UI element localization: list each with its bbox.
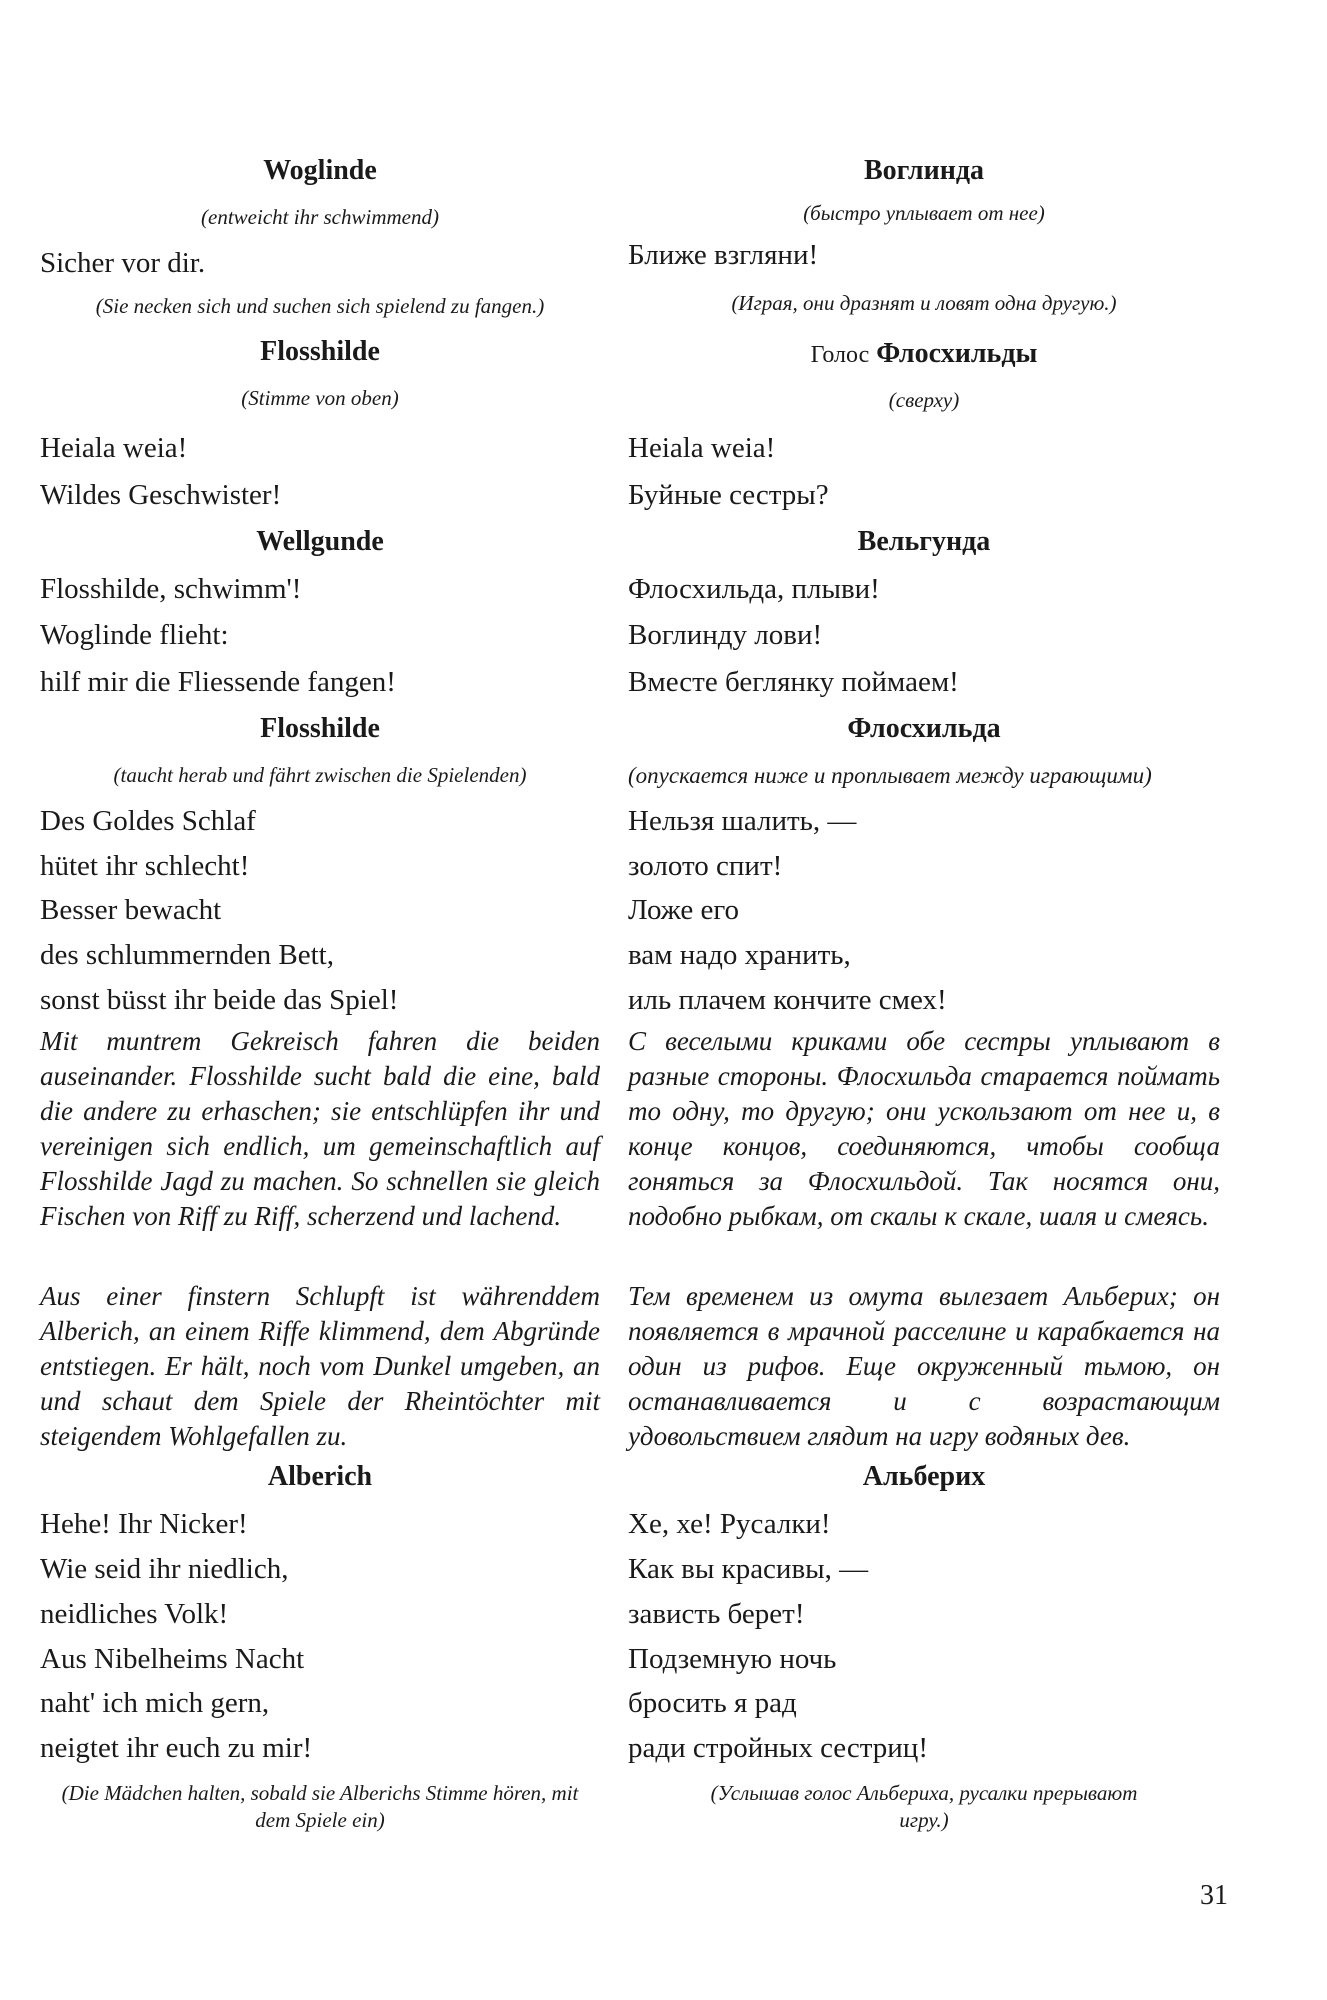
speaker-name-text: Флосхильды (876, 338, 1038, 369)
verse-line: Heiala weia! (40, 432, 188, 464)
speaker-name: Flosshilde (260, 336, 380, 367)
stage-direction: (Sie necken sich und suchen sich spielend zu fangen.) (95, 294, 545, 318)
verse-line: Wildes Geschwister! (40, 479, 282, 511)
verse-line: neigtet ihr euch zu mir! (40, 1732, 313, 1764)
verse-line: Нельзя шалить, — (628, 805, 857, 837)
speaker-name: Воглинда (863, 155, 985, 186)
verse-line: Besser bewacht (40, 894, 222, 926)
verse-line: Воглинду лови! (628, 619, 823, 651)
verse-line: naht' ich mich gern, (40, 1687, 270, 1719)
verse-line: Флосхильда, плыви! (628, 573, 880, 605)
verse-line: Hehe! Ihr Nicker! (40, 1508, 248, 1540)
stage-direction: (Услышав голос Альбериха, русалки прерывают игру.) (710, 1781, 1138, 1832)
verse-line: hilf mir die Fliessende fangen! (40, 666, 396, 698)
speaker-name: Вельгунда (857, 526, 991, 557)
stage-direction-paragraph: Mit muntrem Gekreisch fahren die beiden auseinander. Flosshilde sucht bald die eine, bald die andere zu erhaschen; sie entschlüpfen ihr und vereinigen sich endlich, um gemeinschaftlich auf Flosshilde Jagd zu machen. So schnellen sie gleich Fischen von Riff zu Riff, scherzend und lachend. (40, 1026, 600, 1231)
speaker-prefix: Голос (810, 342, 870, 368)
stage-direction: (taucht herab und fährt zwischen die Spielenden) (113, 763, 527, 787)
speaker-name: Wellgunde (256, 526, 384, 557)
stage-direction: (опускается ниже и проплывает между играющими) (628, 763, 1152, 788)
verse-line: Вместе беглянку поймаем! (628, 666, 959, 698)
stage-direction: (быстро уплывает от нее) (803, 201, 1045, 225)
verse-line: бросить я рад (628, 1687, 797, 1719)
verse-line: ради стройных сестриц! (628, 1732, 928, 1764)
speaker-name (628, 337, 1220, 372)
stage-direction-paragraph: Aus einer finstern Schlupft ist währenddem Alberich, an einem Riffe klimmend, dem Abgründe entstiegen. Er hält, noch vom Dunkel umgeben, an und schaut dem Spiele der Rheintöchter mit steigendem Wohlgefallen zu. (40, 1281, 600, 1451)
verse-line: Woglinde flieht: (40, 619, 229, 651)
speaker-name: Flosshilde (260, 713, 380, 744)
verse-line: des schlummernden Bett, (40, 939, 334, 971)
verse-line: Flosshilde, schwimm'! (40, 573, 302, 605)
verse-line: зависть берет! (628, 1598, 805, 1630)
stage-direction: (сверху) (888, 388, 960, 412)
verse-line: золото спит! (628, 850, 783, 882)
verse-line: Хе, хе! Русалки! (628, 1508, 831, 1540)
stage-direction: (entweicht ihr schwimmend) (201, 205, 439, 229)
stage-direction: (Stimme von oben) (241, 386, 399, 410)
verse-line: Как вы красивы, — (628, 1553, 869, 1585)
verse-line: hütet ihr schlecht! (40, 850, 250, 882)
verse-line: sonst büsst ihr beide das Spiel! (40, 984, 399, 1016)
stage-direction: (Die Mädchen halten, sobald sie Alberichs Stimme hören, mit dem Spiele ein) (61, 1781, 579, 1832)
verse-line: Des Goldes Schlaf (40, 805, 256, 837)
speaker-name: Alberich (267, 1461, 373, 1492)
stage-direction: (Играя, они дразнят и ловят одна другую.) (731, 291, 1117, 315)
stage-direction-paragraph: С веселыми криками обе сестры уплывают в разные стороны. Флосхильда старается поймать то одну, то другую; они ускользают от нее и, в конце концов, соединяются, чтобы сообща гоняться за Флосхильдой. Так носятся они, подобно рыбкам, от скалы к скале, шаля и смеясь. (628, 1026, 1220, 1231)
verse-line: Aus Nibelheims Nacht (40, 1643, 305, 1675)
verse-line: Подземную ночь (628, 1643, 837, 1675)
verse-line: Heiala weia! (628, 432, 776, 464)
verse-line: вам надо хранить, (628, 939, 851, 971)
verse-line: иль плачем кончите смех! (628, 984, 947, 1016)
verse-line: Ложе его (628, 894, 740, 926)
verse-line: Sicher vor dir. (40, 247, 206, 279)
speaker-name: Woglinde (263, 155, 377, 186)
speaker-name: Флосхильда (847, 713, 1001, 744)
page-number: 31 (1200, 1880, 1228, 1911)
verse-line: Буйные сестры? (628, 479, 829, 511)
verse-line: Wie seid ihr niedlich, (40, 1553, 289, 1585)
stage-direction-paragraph: Тем временем из омута вылезает Альберих; он появляется в мрачной расселине и карабкается на один из рифов. Еще окруженный тьмою, он останавливается и с возрастающим удовольствием глядит на игру водяных дев. (628, 1281, 1220, 1451)
speaker-name: Альберих (862, 1461, 986, 1492)
verse-line: neidliches Volk! (40, 1598, 229, 1630)
verse-line: Ближе взгляни! (628, 239, 819, 271)
